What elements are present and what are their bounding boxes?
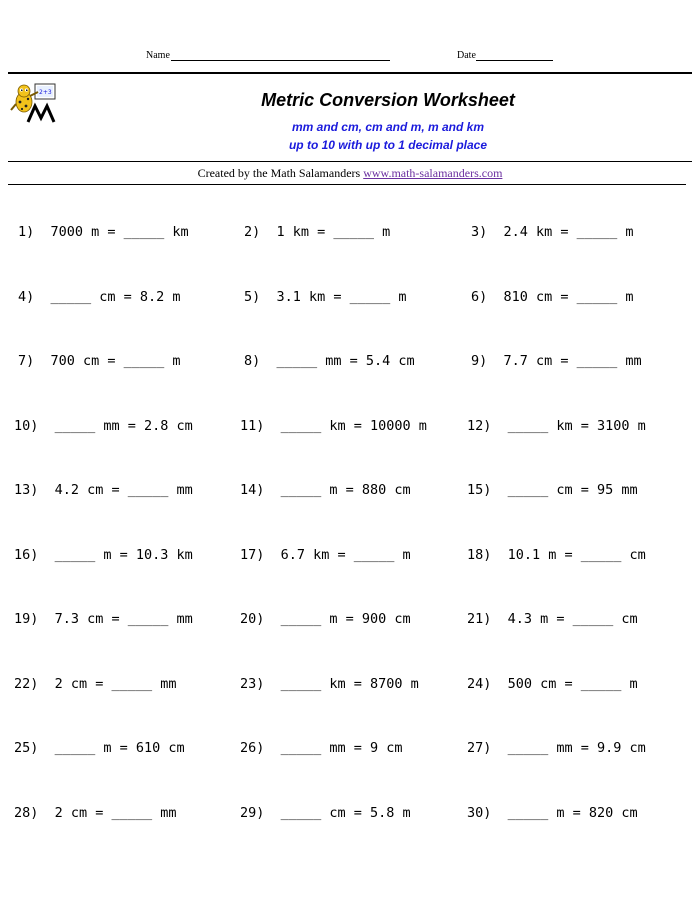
problem-20: 20) _____ m = 900 cm [240,611,411,627]
problem-28: 28) 2 cm = _____ mm [14,804,177,821]
problem-19: 19) 7.3 cm = _____ mm [14,611,193,627]
date-label: Date [457,50,476,61]
problem-8: 8) _____ mm = 5.4 cm [244,353,415,369]
problem-16: 16) _____ m = 10.3 km [14,546,193,563]
problem-21: 21) 4.3 m = _____ cm [467,611,638,627]
problem-25: 25) _____ m = 610 cm [14,740,185,756]
problem-14: 14) _____ m = 880 cm [240,482,411,498]
math-salamanders-link[interactable]: www.math-salamanders.com [363,166,503,180]
problem-23: 23) _____ km = 8700 m [240,675,419,692]
worksheet-subtitle-units: mm and cm, cm and m, m and km [291,120,485,134]
problem-17: 17) 6.7 km = _____ m [240,546,411,563]
problem-7: 7) 700 cm = _____ m [18,353,181,369]
problem-29: 29) _____ cm = 5.8 m [240,804,411,821]
problem-26: 26) _____ mm = 9 cm [240,740,403,756]
credit-text: Created by the Math Salamanders [197,166,364,180]
problem-24: 24) 500 cm = _____ m [467,675,638,692]
worksheet-subtitle-range: up to 10 with up to 1 decimal place [288,138,488,152]
problem-2: 2) 1 km = _____ m [244,224,391,240]
problem-27: 27) _____ mm = 9.9 cm [467,740,646,756]
problem-10: 10) _____ mm = 2.8 cm [14,417,193,434]
problem-4: 4) _____ cm = 8.2 m [18,288,181,305]
problem-3: 3) 2.4 km = _____ m [471,224,634,240]
problem-11: 11) _____ km = 10000 m [240,417,427,434]
problem-6: 6) 810 cm = _____ m [471,288,634,305]
problem-1: 1) 7000 m = _____ km [18,224,189,240]
problem-12: 12) _____ km = 3100 m [467,417,646,434]
problem-5: 5) 3.1 km = _____ m [244,288,407,305]
problem-30: 30) _____ m = 820 cm [467,804,638,821]
problem-18: 18) 10.1 m = _____ cm [467,546,646,563]
problem-22: 22) 2 cm = _____ mm [14,675,177,692]
worksheet-title: Metric Conversion Worksheet [261,90,515,110]
problem-15: 15) _____ cm = 95 mm [467,482,638,498]
problem-13: 13) 4.2 cm = _____ mm [14,482,193,498]
name-label: Name [146,50,170,61]
problem-9: 9) 7.7 cm = _____ mm [471,353,642,369]
svg-text:2+3: 2+3 [39,89,52,96]
